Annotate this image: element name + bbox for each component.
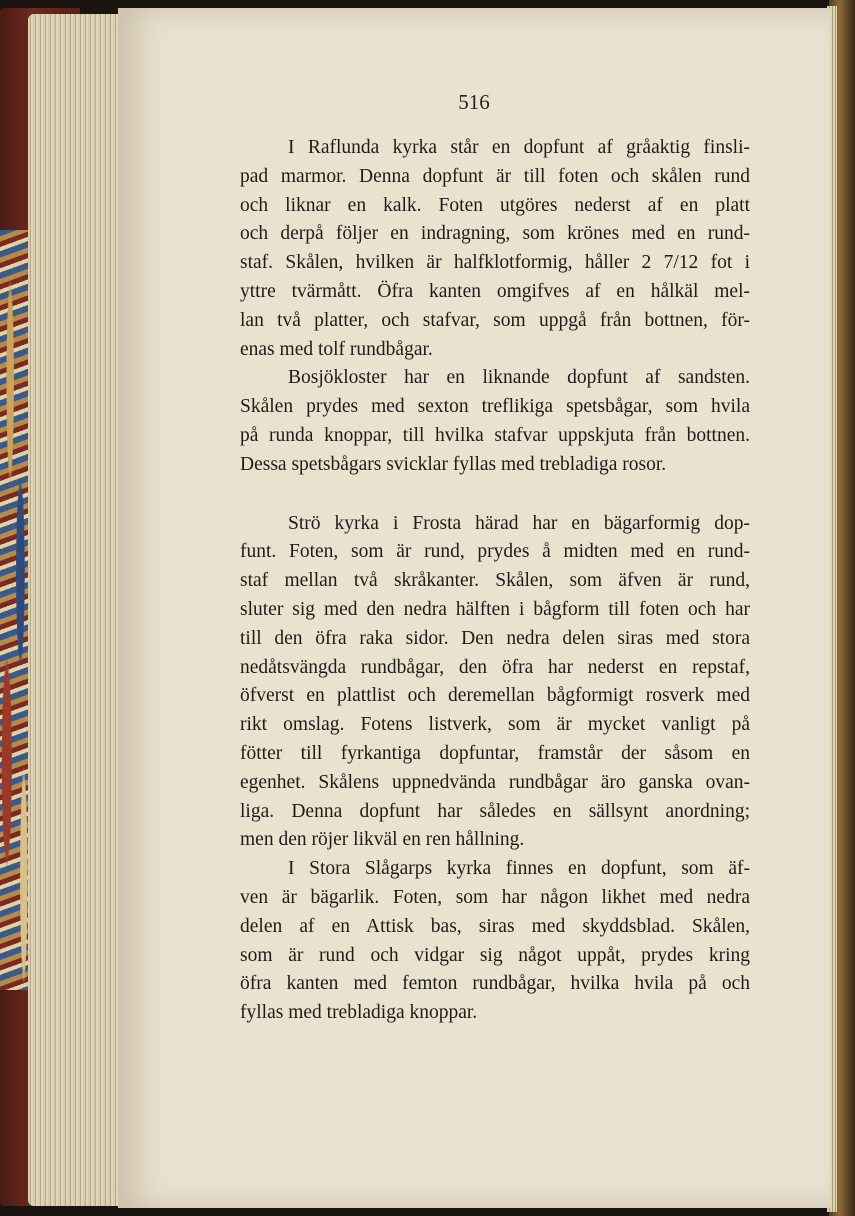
- paragraph-gap: [240, 480, 750, 510]
- text-line: och derpå följer en indragning, som krönes med en rund-: [240, 223, 750, 245]
- text-line: på runda knoppar, till hvilka stafvar uppskjuta från bottnen.: [240, 424, 750, 446]
- text-line: liga. Denna dopfunt har således en sällsynt anordning;: [240, 800, 750, 822]
- text-line: Bosjökloster har en liknande dopfunt af sandsten.: [288, 367, 750, 389]
- text-line: egenhet. Skålens uppnedvända rundbågar äro ganska ovan-: [240, 771, 750, 793]
- text-line: rikt omslag. Fotens listverk, som är mycket vanligt på: [240, 714, 750, 736]
- text-line: men den röjer likväl en ren hållning.: [240, 829, 525, 851]
- paragraph-stora-slagarp: [240, 855, 750, 1028]
- text-line: fyllas med trebladiga knoppar.: [240, 1002, 478, 1024]
- text-line: som är rund och vidgar sig något uppåt, prydes kring: [240, 944, 750, 966]
- paragraph-bosjokloster: [240, 364, 750, 479]
- page-number: 516: [458, 90, 490, 114]
- text-line: staf. Skålen, hvilken är halfklotformig, håller 2 7/12 fot i: [240, 252, 750, 274]
- text-line: sluter sig med den nedra hälften i bågform till foten och har: [240, 598, 750, 620]
- text-line: Dessa spetsbågars svicklar fyllas med trebladiga rosor.: [240, 453, 667, 475]
- text-line: fötter till fyrkantiga dopfuntar, framstår der såsom en: [240, 742, 750, 764]
- text-line: lan två platter, och stafvar, som uppgå från bottnen, för-: [240, 309, 750, 331]
- text-line: staf mellan två skråkanter. Skålen, som äfven är rund,: [240, 570, 750, 592]
- text-line: öfverst en plattlist och deremellan bågformigt rosverk med: [240, 685, 750, 707]
- text-line: Strö kyrka i Frosta härad har en bägarformig dop-: [288, 512, 750, 534]
- text-line: delen af en Attisk bas, siras med skyddsblad. Skålen,: [240, 915, 750, 937]
- paragraph-stro: [240, 510, 750, 856]
- text-line: nedåtsvängda rundbågar, den öfra har nederst en repstaf,: [240, 656, 750, 678]
- text-line: pad marmor. Denna dopfunt är till foten och skålen rund: [240, 165, 750, 187]
- text-line: till den öfra raka sidor. Den nedra delen siras med stora: [240, 627, 750, 649]
- paragraph-raflunda: [240, 134, 750, 364]
- text-line: ven är bägarlik. Foten, som har någon likhet med nedra: [240, 886, 750, 908]
- text-line: Skålen prydes med sexton treflikiga spetsbågar, som hvila: [240, 396, 750, 418]
- text-line: funt. Foten, som är rund, prydes å midten med en rund-: [240, 541, 750, 563]
- page-text: [240, 134, 750, 1028]
- text-line: enas med tolf rundbågar.: [240, 338, 433, 360]
- text-line: öfra kanten med femton rundbågar, hvilka hvila på och: [240, 973, 750, 995]
- text-line: yttre tvärmått. Öfra kanten omgifves af en hålkäl mel-: [240, 280, 750, 302]
- text-line: I Raflunda kyrka står en dopfunt af gråaktig finsli-: [288, 137, 750, 158]
- page-stack-left: [28, 14, 128, 1206]
- text-line: I Stora Slågarps kyrka finnes en dopfunt, som äf-: [288, 858, 750, 880]
- book-page: [118, 8, 830, 1208]
- text-line: och liknar en kalk. Foten utgöres nederst af en platt: [240, 194, 750, 216]
